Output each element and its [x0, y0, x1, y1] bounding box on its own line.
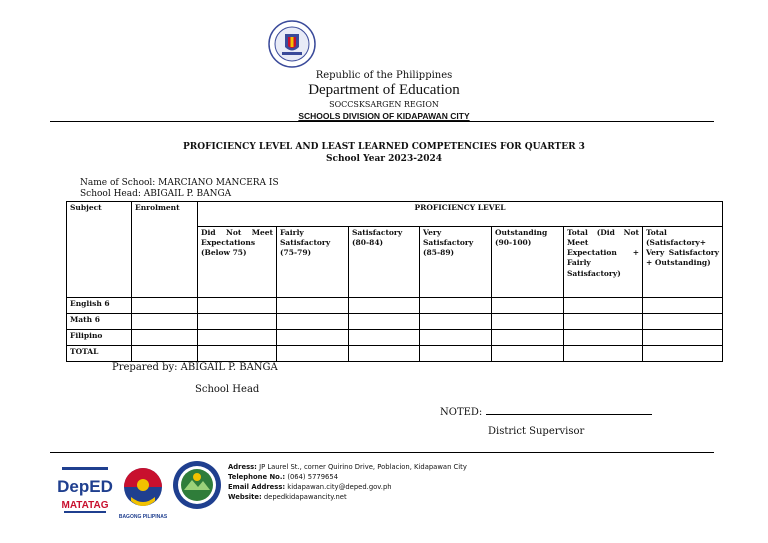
deped-matatag-logo — [56, 465, 114, 520]
cell — [349, 346, 420, 362]
cell — [492, 330, 564, 346]
header-level-very-satisfactory: Very Satisfactory (85-89) — [420, 227, 492, 298]
school-year: School Year 2023-2024 — [326, 154, 442, 164]
cell — [277, 314, 349, 330]
table-row — [67, 298, 723, 314]
cell — [420, 298, 492, 314]
noted-title: District Supervisor — [488, 426, 585, 437]
cell — [420, 346, 492, 362]
header-region: SOCCSKSARGEN REGION — [329, 100, 439, 109]
cell — [564, 330, 643, 346]
cell — [277, 330, 349, 346]
prepared-title: School Head — [195, 384, 260, 395]
website-value[interactable]: depedkidapawancity.net — [263, 492, 347, 501]
prepared-by: Prepared by: ABIGAIL P. BANGA — [112, 362, 278, 373]
proficiency-table — [66, 201, 723, 362]
row-label-filipino: Filipino — [67, 330, 132, 346]
cell — [198, 346, 277, 362]
cell — [132, 298, 198, 314]
cell — [492, 346, 564, 362]
cell — [564, 314, 643, 330]
document-title: PROFICIENCY LEVEL AND LEAST LEARNED COMPETENCIES FOR QUARTER 3 — [183, 142, 585, 152]
footer-website — [228, 493, 467, 503]
matatag-logo-text: MATATAG — [61, 500, 109, 511]
table-row — [67, 346, 723, 362]
header-proficiency-level: PROFICIENCY LEVEL — [198, 202, 723, 227]
cell — [198, 298, 277, 314]
row-label-total: TOTAL — [67, 346, 132, 362]
header-division: SCHOOLS DIVISION OF KIDAPAWAN CITY — [298, 111, 470, 121]
header-level-total-high: Total (Satisfactory+ Very Satisfactory + Outstanding) — [643, 227, 723, 298]
header-department: Department of Education — [308, 82, 460, 98]
bagong-logo-text: BAGONG PILIPINAS — [118, 514, 168, 520]
table-row — [67, 314, 723, 330]
cell — [564, 346, 643, 362]
cell — [564, 298, 643, 314]
noted-line — [440, 404, 652, 418]
cell — [492, 298, 564, 314]
cell — [277, 298, 349, 314]
cell — [349, 330, 420, 346]
cell — [420, 314, 492, 330]
address-value: JP Laurel St., corner Quirino Drive, Poblacion, Kidapawan City — [259, 463, 467, 471]
header-level-total-low: Total (Did Not Meet Expectation + Fairly Satisfactory) — [564, 227, 643, 298]
deped-logo-text: DepED — [57, 477, 113, 496]
header-level-did-not-meet: Did Not Meet Expectations (Below 75) — [198, 227, 277, 298]
row-label-english: English 6 — [67, 298, 132, 314]
footer-contact — [228, 463, 467, 502]
table-row — [67, 330, 723, 346]
cell — [132, 346, 198, 362]
cell — [198, 314, 277, 330]
footer-divider — [50, 452, 714, 453]
cell — [643, 314, 723, 330]
header-divider — [50, 121, 714, 122]
deped-seal-icon — [268, 20, 316, 68]
footer-address — [228, 463, 467, 473]
header-level-fairly-satisfactory: Fairly Satisfactory (75-79) — [277, 227, 349, 298]
header-level-outstanding: Outstanding (90-100) — [492, 227, 564, 298]
cell — [643, 330, 723, 346]
cell — [132, 330, 198, 346]
header-republic: Republic of the Philippines — [315, 70, 453, 81]
email-value[interactable]: kidapawan.city@deped.gov.ph — [287, 482, 392, 491]
cell — [349, 314, 420, 330]
cell — [198, 330, 277, 346]
telephone-label: Telephone No.: — [228, 472, 286, 481]
signature-blank — [486, 404, 652, 415]
cell — [420, 330, 492, 346]
cell — [277, 346, 349, 362]
header-level-satisfactory: Satisfactory (80-84) — [349, 227, 420, 298]
cell — [492, 314, 564, 330]
row-label-math: Math 6 — [67, 314, 132, 330]
telephone-value: (064) 5779654 — [287, 472, 339, 481]
noted-label: NOTED: — [440, 407, 483, 418]
website-label: Website: — [228, 492, 262, 501]
cell — [132, 314, 198, 330]
address-label: Adress: — [228, 463, 257, 471]
cell — [349, 298, 420, 314]
header-subject: Subject — [67, 202, 132, 298]
footer-telephone — [228, 473, 467, 483]
cell — [643, 346, 723, 362]
header-enrolment: Enrolment — [132, 202, 198, 298]
cell — [643, 298, 723, 314]
footer-email — [228, 483, 467, 493]
division-seal-icon — [172, 460, 222, 510]
school-head: School Head: ABIGAIL P. BANGA — [80, 189, 232, 199]
bagong-pilipinas-logo — [118, 463, 168, 521]
email-label: Email Address: — [228, 482, 286, 491]
school-name: Name of School: MARCIANO MANCERA IS — [80, 178, 279, 188]
